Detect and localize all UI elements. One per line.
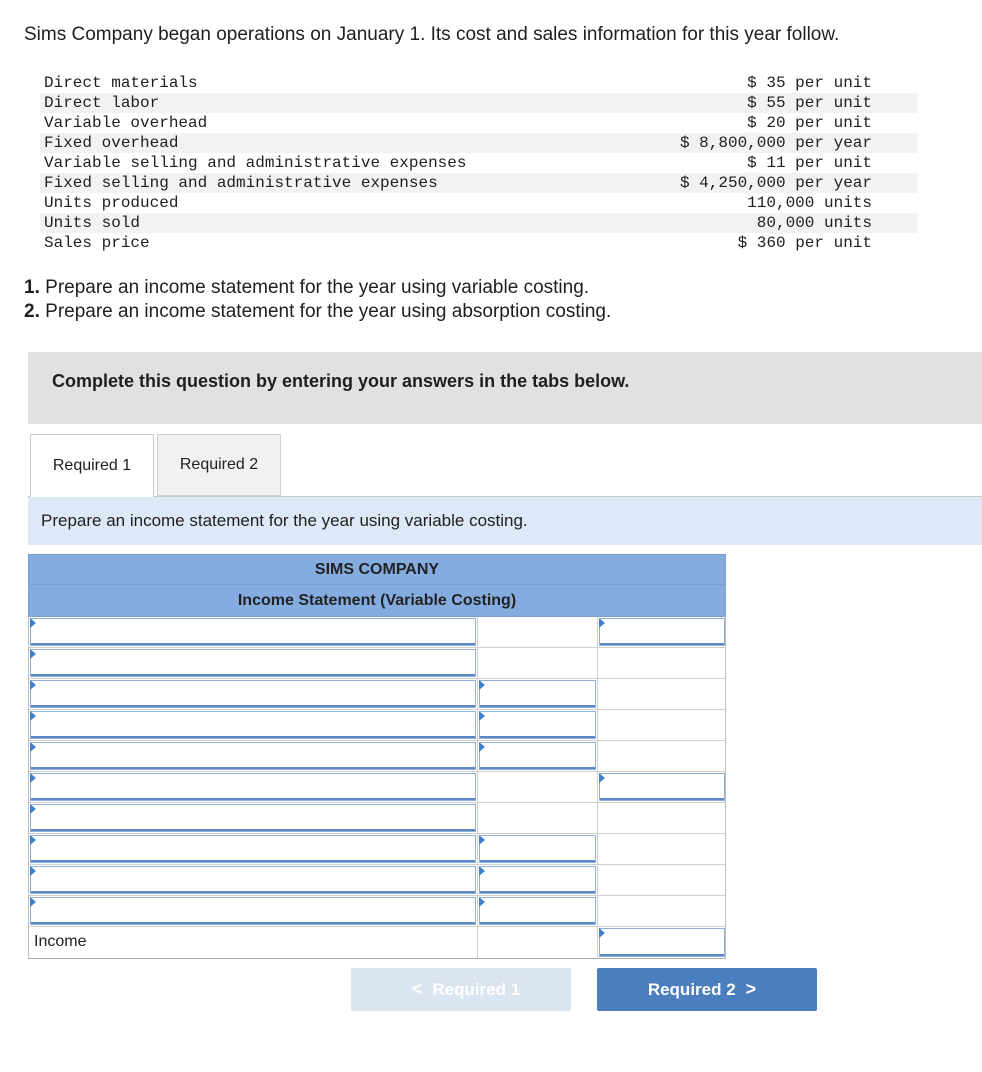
amount-cell [478, 710, 598, 740]
requirement-number: 1. [24, 277, 40, 298]
label-cell [29, 741, 478, 771]
total-cell [598, 896, 726, 926]
cost-label: Fixed selling and administrative expenses [40, 173, 602, 193]
statement-row [28, 865, 726, 896]
label-cell [29, 896, 478, 926]
amount-cell [478, 617, 598, 647]
total-input[interactable] [599, 773, 725, 801]
table-row [40, 133, 917, 153]
total-input[interactable] [599, 618, 725, 646]
statement-row [28, 896, 726, 927]
amount-cell [478, 741, 598, 771]
requirement-number: 2. [24, 301, 40, 322]
intro-text: Sims Company began operations on January 1. Its cost and sales information for this year follow. [24, 24, 840, 45]
statement-row [28, 803, 726, 834]
cost-label: Variable selling and administrative expenses [44, 154, 467, 172]
tab-required-2[interactable]: Required 2 [157, 434, 281, 496]
cost-value: $ 360 per unit [737, 234, 872, 252]
label-dropdown[interactable] [30, 835, 476, 863]
table-row [40, 113, 917, 133]
label-cell [29, 927, 478, 958]
next-tab-label: Required 2 [647, 979, 736, 999]
statement-row [28, 617, 726, 648]
amount-cell [478, 772, 598, 802]
amount-cell [478, 803, 598, 833]
label-cell [29, 679, 478, 709]
table-row [40, 173, 917, 193]
cost-label: Fixed overhead [40, 133, 602, 153]
income-row [28, 927, 726, 959]
statement-row [28, 648, 726, 679]
table-row [40, 93, 917, 113]
statement-row [28, 772, 726, 803]
cost-value: $ 11 per unit [747, 154, 872, 172]
amount-cell [478, 679, 598, 709]
label-dropdown[interactable] [30, 742, 476, 770]
statement-row [28, 679, 726, 710]
instruction-text: Complete this question by entering your answers in the tabs below. [52, 371, 630, 391]
label-cell [29, 803, 478, 833]
prev-tab-button[interactable] [351, 968, 571, 1011]
label-cell [29, 617, 478, 647]
prev-tab-label: Required 1 [432, 979, 521, 999]
total-cell [598, 710, 726, 740]
cost-value: $ 35 per unit [747, 74, 872, 92]
amount-input[interactable] [479, 711, 596, 739]
tab-prompt [28, 497, 982, 545]
total-cell [598, 679, 726, 709]
cost-label: Units sold [40, 213, 602, 233]
label-dropdown[interactable] [30, 866, 476, 894]
table-row [40, 213, 917, 233]
chevron-left-icon: < [411, 979, 423, 999]
cost-value: $ 8,800,000 per year [602, 133, 917, 153]
cost-value: $ 4,250,000 per year [602, 173, 917, 193]
label-dropdown[interactable] [30, 649, 476, 677]
label-dropdown[interactable] [30, 773, 476, 801]
label-dropdown[interactable] [30, 897, 476, 925]
statement-row [28, 741, 726, 772]
table-row [40, 153, 917, 173]
requirement-2 [24, 300, 611, 324]
income-label: Income [34, 933, 87, 950]
requirements-list [24, 276, 611, 324]
total-cell [598, 865, 726, 895]
cost-label: Sales price [44, 234, 150, 252]
income-statement [28, 554, 726, 959]
total-cell [598, 803, 726, 833]
total-cell [598, 927, 726, 958]
cost-value: 110,000 units [747, 194, 872, 212]
amount-input[interactable] [479, 742, 596, 770]
amount-cell [478, 834, 598, 864]
cost-label: Units produced [44, 194, 179, 212]
total-cell [598, 741, 726, 771]
label-cell [29, 648, 478, 678]
requirement-1 [24, 276, 611, 300]
label-dropdown[interactable] [30, 680, 476, 708]
instruction-banner [28, 352, 982, 424]
cost-value: 80,000 units [602, 213, 917, 233]
table-row [40, 73, 917, 93]
amount-input[interactable] [479, 680, 596, 708]
total-cell [598, 648, 726, 678]
total-cell [598, 772, 726, 802]
label-dropdown[interactable] [30, 804, 476, 832]
statement-row [28, 710, 726, 741]
requirement-text: Prepare an income statement for the year using absorption costing. [45, 301, 612, 322]
label-cell [29, 865, 478, 895]
cost-value: $ 55 per unit [602, 93, 917, 113]
amount-cell [478, 927, 598, 958]
table-row [40, 233, 917, 253]
income-input[interactable] [599, 928, 725, 957]
label-cell [29, 834, 478, 864]
prompt-text: Prepare an income statement for the year using variable costing. [41, 511, 528, 530]
chevron-right-icon: > [745, 979, 757, 999]
tab-required-1[interactable]: Required 1 [30, 434, 154, 497]
cost-label: Variable overhead [44, 114, 208, 132]
amount-input[interactable] [479, 897, 596, 925]
amount-cell [478, 648, 598, 678]
requirement-text: Prepare an income statement for the year using variable costing. [45, 277, 590, 298]
label-dropdown[interactable] [30, 711, 476, 739]
statement-row [28, 834, 726, 865]
total-cell [598, 617, 726, 647]
amount-input[interactable] [479, 835, 596, 863]
label-dropdown[interactable] [30, 618, 476, 646]
company-name: SIMS COMPANY [28, 554, 726, 585]
total-cell [598, 834, 726, 864]
label-cell [29, 710, 478, 740]
table-row [40, 193, 917, 213]
amount-cell [478, 896, 598, 926]
cost-value: $ 20 per unit [747, 114, 872, 132]
amount-input[interactable] [479, 866, 596, 894]
amount-cell [478, 865, 598, 895]
cost-table [40, 73, 917, 253]
label-cell [29, 772, 478, 802]
cost-label: Direct labor [40, 93, 602, 113]
next-tab-button[interactable] [597, 968, 817, 1011]
statement-title: Income Statement (Variable Costing) [28, 585, 726, 617]
cost-label: Direct materials [44, 74, 198, 92]
